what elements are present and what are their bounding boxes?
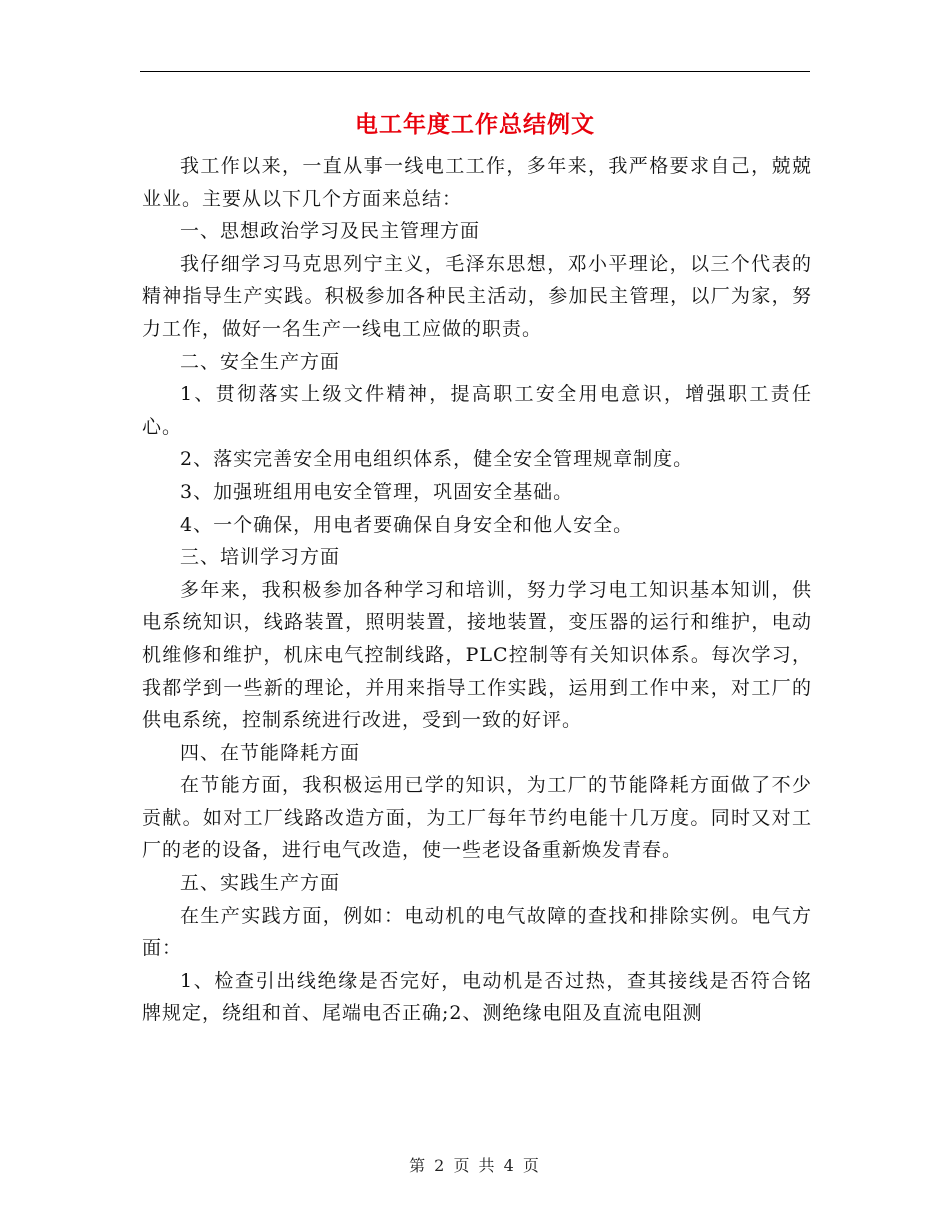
list-item: 4、一个确保，用电者要确保自身安全和他人安全。 (180, 513, 634, 536)
section-heading-1: 一、思想政治学习及民主管理方面 (180, 220, 481, 243)
header-rule (140, 71, 810, 72)
paragraph-intro: 我工作以来，一直从事一线电工工作，多年来，我严格要求自己，兢兢业业。主要从以下几个方面来总结： (142, 155, 812, 210)
list-item: 3、加强班组用电安全管理，巩固安全基础。 (180, 480, 574, 503)
paragraph: 1、检查引出线绝缘是否完好，电动机是否过热，查其接线是否符合铭牌规定，绕组和首、尾端电否正确;2、测绝缘电阻及直流电阻测 (142, 969, 812, 1025)
document-title: 电工年度工作总结例文 (355, 111, 595, 138)
page-number-label: 第 2 页 共 4 页 (409, 1156, 541, 1175)
list-item: 1、贯彻落实上级文件精神，提高职工安全用电意识，增强职工责任心。 (142, 383, 812, 438)
section-heading-4: 四、在节能降耗方面 (180, 741, 361, 764)
paragraph: 在生产实践方面，例如：电动机的电气故障的查找和排除实例。电气方面： (142, 904, 812, 960)
paragraph: 在节能方面，我积极运用已学的知识，为工厂的节能降耗方面做了不少贡献。如对工厂线路改造方面，为工厂每年节约电能十几万度。同时又对工厂的老的设备，进行电气改造，使一些老设备重新焕发青春。 (142, 774, 812, 862)
section-heading-2: 二、安全生产方面 (180, 350, 341, 373)
paragraph: 多年来，我积极参加各种学习和培训，努力学习电工知识基本知训，供电系统知识，线路装置，照明装置，接地装置，变压器的运行和维护，电动机维修和维护，机床电气控制线路，PLC控制等有关知识体系。每次学习，我都学到一些新的理论，并用来指导工作实践，运用到工作中来，对工厂的供电系统，控制系统进行改进，受到一致的好评。 (142, 578, 812, 732)
page-footer (0, 1153, 950, 1176)
section-heading-3: 三、培训学习方面 (180, 546, 341, 569)
document-body (142, 150, 812, 1030)
paragraph: 我仔细学习马克思列宁主义，毛泽东思想，邓小平理论，以三个代表的精神指导生产实践。积极参加各种民主活动，参加民主管理，以厂为家，努力工作，做好一名生产一线电工应做的职责。 (142, 252, 812, 340)
list-item: 2、落实完善安全用电组织体系，健全安全管理规章制度。 (180, 448, 694, 471)
section-heading-5: 五、实践生产方面 (180, 872, 341, 895)
